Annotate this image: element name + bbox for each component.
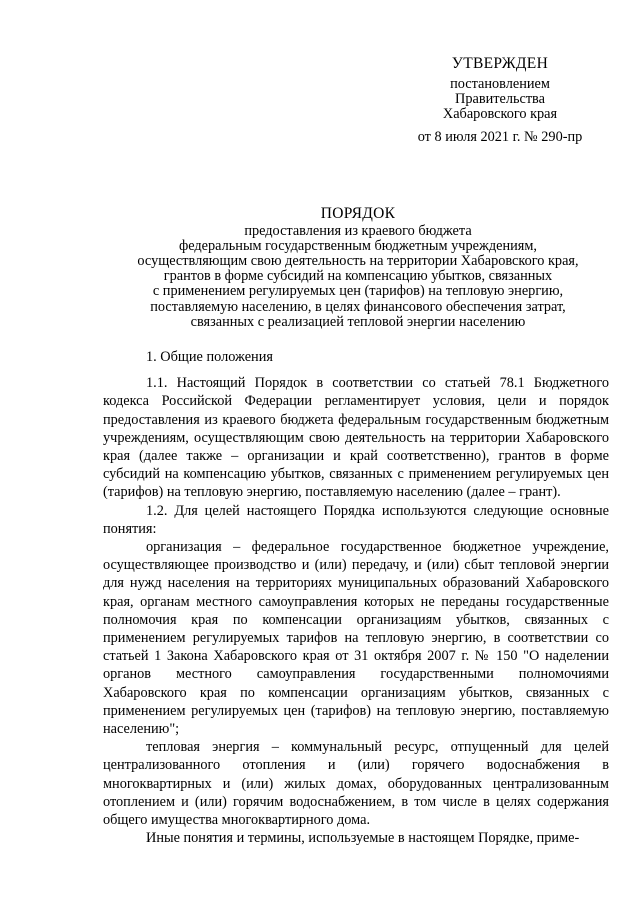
document-body [103, 348, 609, 847]
paragraph: организация – федеральное государственное бюджетное учреждение, осуществляющее производство и (или) передачу, и (или) сбыт тепловой энергии для нужд населения на территориях муниципальных образований Хабаровского края, органам местного самоуправления которых не переданы государственные полномочия края по компенсации организациям убытков, связанных с применением регулируемых тарифов на тепловую энергию, в соответствии со статьей 1 Закона Хабаровского края от 31 октября 2007 г. № 150 "О наделении органов местного самоуправления государственными полномочиями Хабаровского края по компенсации организациям убытков, связанных с применением регулируемых цен (тарифов) на тепловую энергию, поставляемую населению"; [103, 539, 609, 738]
paragraph: 1.2. Для целей настоящего Порядка используются следующие основные понятия: [103, 502, 609, 537]
title-line: федеральным государственным бюджетным учреждениям, [178, 238, 537, 255]
paragraph: тепловая энергия – коммунальный ресурс, отпущенный для целей централизованного отопления и (или) горячего водоснабжения в многоквартирных и (или) жилых домах, оборудованных централизованным отоплением и (или) горячим водоснабжением, в том числе в целях содержания общего имущества многоквартирного дома. [103, 739, 609, 829]
title-line: осуществляющим свою деятельность на территории Хабаровского края, [137, 253, 579, 270]
approval-line: Хабаровского края [442, 106, 558, 122]
title-line: предоставления из краевого бюджета [244, 223, 472, 240]
approval-heading: УТВЕРЖДЕН [451, 55, 549, 72]
title-line: грантов в форме субсидий на компенсацию убытков, связанных [163, 268, 553, 285]
title-line: связанных с реализацией тепловой энергии населению [190, 313, 526, 330]
title-line: поставляемую населению, в целях финансового обеспечения затрат, [150, 298, 566, 315]
document-title: ПОРЯДОК [320, 205, 396, 222]
section-heading: 1. Общие положения [146, 349, 273, 365]
approval-line: Правительства [455, 91, 545, 107]
approval-date: от 8 июля 2021 г. № 290-пр [417, 129, 583, 145]
document-title-block [70, 206, 640, 330]
paragraph: 1.1. Настоящий Порядок в соответствии со статьей 78.1 Бюджетного кодекса Российской Федерации регламентирует условия, цели и порядок предоставления из краевого бюджета федеральным государственным бюджетным учреждениям, осуществляющим свою деятельность на территории Хабаровского края (далее также – организации и край соответственно), грантов в форме субсидий на компенсацию убытков, связанных с применением регулируемых цен (тарифов) на тепловую энергию, поставляемую населению (далее – грант). [103, 375, 609, 501]
approval-line: постановлением [450, 76, 550, 92]
approval-stamp [400, 56, 600, 145]
title-line: с применением регулируемых цен (тарифов) на тепловую энергию, [152, 283, 564, 300]
paragraph: Иные понятия и термины, используемые в настоящем Порядке, приме- [146, 830, 580, 847]
